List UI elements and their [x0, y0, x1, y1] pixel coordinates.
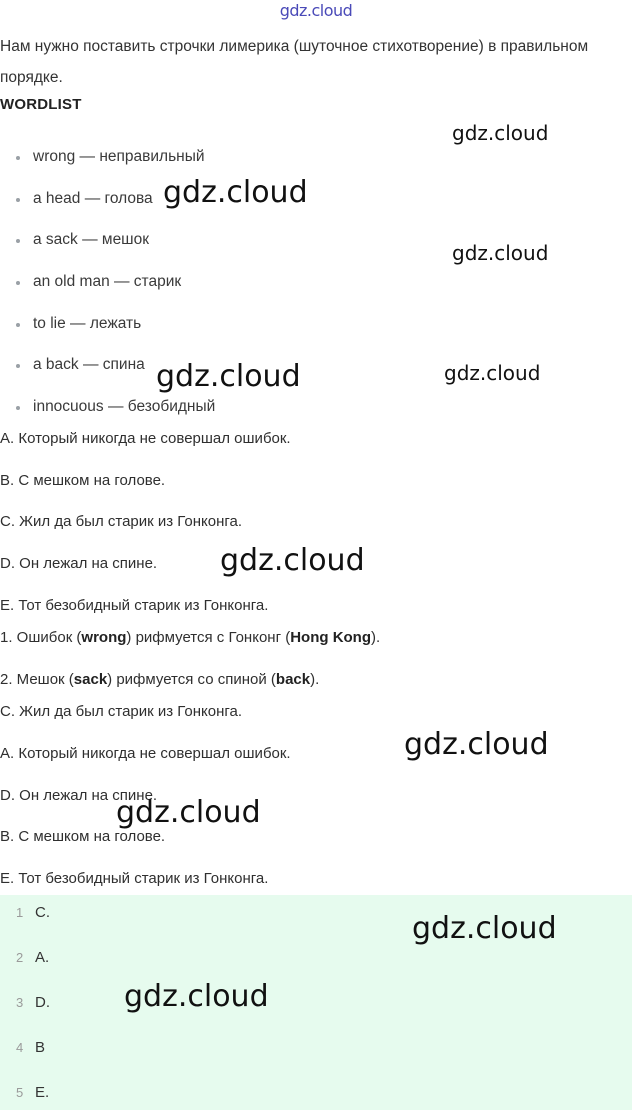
bullet-icon: [16, 406, 20, 410]
watermark: gdz.cloud: [452, 241, 549, 265]
bullet-icon: [16, 364, 20, 368]
ordered-line: B. С мешком на голове.: [0, 828, 166, 845]
answer-number: 2: [16, 950, 24, 965]
wordlist-entry: a head — голова: [33, 190, 153, 207]
wordlist-entry: a back — спина: [33, 356, 145, 373]
bullet-icon: [16, 239, 20, 243]
top-watermark: gdz.cloud: [279, 1, 353, 20]
rhyme-text: 2. Мешок (: [0, 671, 74, 688]
watermark: gdz.cloud: [116, 795, 261, 830]
watermark: gdz.cloud: [124, 979, 269, 1014]
wordlist-entry: innocuous — безобидный: [33, 398, 216, 415]
answer-value: D.: [35, 994, 50, 1011]
rhyme-text: ).: [371, 629, 381, 646]
rhyme-word: sack: [73, 671, 108, 688]
bullet-icon: [16, 281, 20, 285]
rhyme-word: wrong: [81, 629, 127, 646]
ordered-line: A. Который никогда не совершал ошибок.: [0, 745, 291, 762]
option-b: B. С мешком на голове.: [0, 472, 166, 489]
watermark: gdz.cloud: [452, 121, 549, 145]
rhyme-explanation-1: [0, 627, 380, 649]
rhyme-text: ).: [310, 671, 320, 688]
answer-number: 5: [16, 1085, 24, 1100]
rhyme-word: Hong Kong: [290, 629, 372, 646]
bullet-icon: [16, 198, 20, 202]
wordlist-heading: WORDLIST: [0, 96, 82, 113]
option-c: C. Жил да был старик из Гонконга.: [0, 513, 243, 530]
ordered-line: E. Тот безобидный старик из Гонконга.: [0, 870, 269, 887]
wordlist-entry: an old man — старик: [33, 273, 182, 290]
watermark: gdz.cloud: [412, 911, 557, 946]
wordlist-entry: to lie — лежать: [33, 315, 142, 332]
watermark: gdz.cloud: [163, 175, 308, 210]
answer-value: A.: [35, 949, 50, 966]
ordered-line: C. Жил да был старик из Гонконга.: [0, 703, 243, 720]
watermark: gdz.cloud: [220, 543, 365, 578]
bullet-icon: [16, 323, 20, 327]
option-d: D. Он лежал на спине.: [0, 555, 158, 572]
watermark: gdz.cloud: [404, 727, 549, 762]
answer-number: 3: [16, 995, 24, 1010]
answer-value: E.: [35, 1084, 50, 1101]
answer-value: B: [35, 1039, 46, 1056]
intro-text: Нам нужно поставить строчки лимерика (шуточное стихотворение) в правильном порядке.: [0, 38, 589, 86]
watermark: gdz.cloud: [156, 359, 301, 394]
answer-number: 1: [16, 905, 24, 920]
wordlist-entry: wrong — неправильный: [33, 148, 205, 165]
wordlist-entry: a sack — мешок: [33, 231, 150, 248]
bullet-icon: [16, 156, 20, 160]
rhyme-text: ) рифмуется со спиной (: [107, 671, 276, 688]
answer-value: C.: [35, 904, 50, 921]
watermark: gdz.cloud: [444, 361, 541, 385]
answer-number: 4: [16, 1040, 24, 1055]
ordered-line: D. Он лежал на спине.: [0, 787, 158, 804]
option-e: E. Тот безобидный старик из Гонконга.: [0, 597, 269, 614]
option-a: A. Который никогда не совершал ошибок.: [0, 430, 291, 447]
rhyme-text: ) рифмуется с Гонконг (: [126, 629, 291, 646]
rhyme-explanation-2: [0, 669, 319, 691]
rhyme-text: 1. Ошибок (: [0, 629, 82, 646]
rhyme-word: back: [275, 671, 311, 688]
